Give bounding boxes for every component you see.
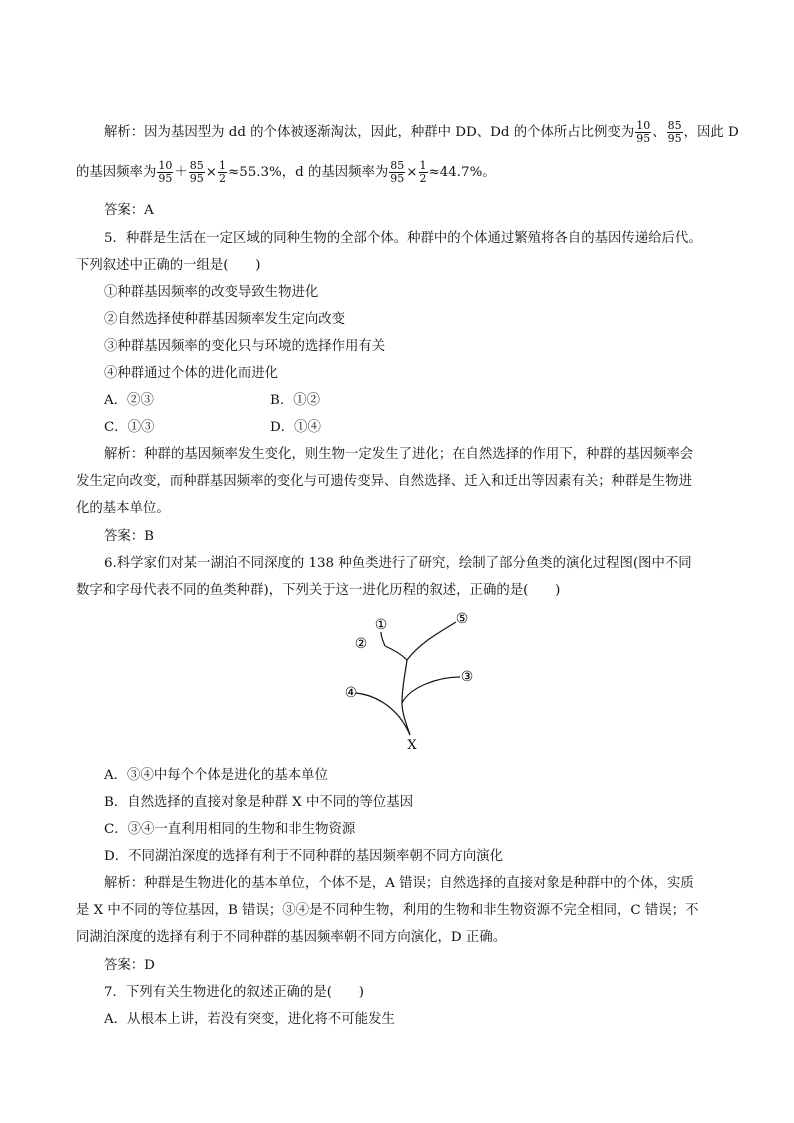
tree-label-1: ① bbox=[374, 617, 388, 633]
analysis4-line2: 的基因频率为 $\frac{10}{95}$ ＋ $\frac{85}{95}$ × $\frac{1}{2}$ ≈55.3%，d 的基因频率为 $\frac{85}{95}$ × $\frac{1}{2}$ ≈44.7%。 bbox=[76, 159, 496, 185]
tree-label-4: ④ bbox=[344, 685, 358, 701]
tree-label-5: ⑤ bbox=[455, 611, 469, 627]
q5-item-4: ④种群通过个体的进化而进化 bbox=[104, 366, 279, 381]
q5-stem-line1: 5．种群是生活在一定区域的同种生物的全部个体。种群中的个体通过繁殖将各自的基因传递给后代。 bbox=[104, 231, 702, 246]
q5-option-a: A．②③ bbox=[104, 393, 154, 408]
q6-analysis-line3: 同湖泊深度的选择有利于不同种群的基因频率朝不同方向演化，D 正确。 bbox=[76, 930, 507, 945]
tree-label-3: ③ bbox=[460, 669, 474, 685]
q6-option-d: D．不同湖泊深度的选择有利于不同种群的基因频率朝不同方向演化 bbox=[104, 849, 504, 864]
answer4: 答案：A bbox=[104, 203, 154, 218]
q5-item-3: ③种群基因频率的变化只与环境的选择作用有关 bbox=[104, 339, 386, 354]
q6-analysis-line1: 解析：种群是生物进化的基本单位，个体不是，A 错误；自然选择的直接对象是种群中的个体，实质 bbox=[104, 876, 694, 891]
q5-analysis-line1: 解析：种群的基因频率发生变化，则生物一定发生了进化；在自然选择的作用下，种群的基因频率会 bbox=[104, 447, 694, 462]
q6-option-a: A．③④中每个个体是进化的基本单位 bbox=[104, 768, 328, 783]
fraction: $\frac{10}{95}$ bbox=[158, 159, 173, 185]
analysis4-line1: 解析：因为基因型为 dd 的个体被逐渐淘汰，因此，种群中 DD、Dd 的个体所占比例变为 $\frac{10}{95}$ 、 $\frac{85}{95}$ ，因此 D bbox=[104, 119, 739, 145]
q5-option-d: D．①④ bbox=[270, 420, 321, 435]
branch-2 bbox=[385, 646, 407, 660]
tree-branches bbox=[356, 622, 460, 735]
q5-item-2: ②自然选择使种群基因频率发生定向改变 bbox=[104, 312, 346, 327]
branch-5 bbox=[407, 622, 456, 660]
q6-stem-line2: 数字和字母代表不同的鱼类种群)，下列关于这一进化历程的叙述，正确的是( ) bbox=[76, 583, 561, 598]
evolution-tree-diagram bbox=[330, 605, 490, 755]
fraction: $\frac{1}{2}$ bbox=[218, 159, 226, 185]
branch-3 bbox=[402, 677, 460, 703]
fraction: $\frac{10}{95}$ bbox=[636, 119, 651, 145]
fraction: $\frac{85}{95}$ bbox=[390, 159, 405, 185]
q7-stem: 7．下列有关生物进化的叙述正确的是( ) bbox=[104, 985, 364, 1000]
q6-stem-line1: 6.科学家们对某一湖泊不同深度的 138 种鱼类进行了研究，绘制了部分鱼类的演化过程图(图中不同 bbox=[104, 556, 692, 571]
q6-answer: 答案：D bbox=[104, 958, 155, 973]
tree-root-label: X bbox=[407, 738, 417, 753]
q5-item-1: ①种群基因频率的改变导致生物进化 bbox=[104, 285, 319, 300]
analysis4-text: 解析：因为基因型为 dd 的个体被逐渐淘汰，因此，种群中 DD、Dd 的个体所占比例变为 bbox=[104, 125, 635, 140]
q5-analysis-line2: 发生定向改变，而种群基因频率的变化与可遗传变异、自然选择、迁入和迁出等因素有关；种群是生物进 bbox=[76, 474, 692, 489]
q5-answer: 答案：B bbox=[104, 529, 155, 544]
tree-label-2: ② bbox=[354, 636, 368, 652]
fraction: $\frac{1}{2}$ bbox=[419, 159, 427, 185]
q5-option-b: B．①② bbox=[270, 393, 321, 408]
q7-option-a: A．从根本上讲，若没有突变，进化将不可能发生 bbox=[104, 1012, 395, 1027]
q5-analysis-line3: 化的基本单位。 bbox=[76, 501, 170, 516]
fraction: $\frac{85}{95}$ bbox=[189, 159, 204, 185]
q6-option-c: C．③④一直利用相同的生物和非生物资源 bbox=[104, 822, 356, 837]
q5-option-c: C．①③ bbox=[104, 420, 155, 435]
branch-1 bbox=[381, 632, 385, 646]
q5-stem-line2: 下列叙述中正确的一组是( ) bbox=[76, 258, 261, 273]
q6-option-b: B．自然选择的直接对象是种群 X 中不同的等位基因 bbox=[104, 795, 414, 810]
q6-analysis-line2: 是 X 中不同的等位基因，B 错误；③④是不同种生物，利用的生物和非生物资源不完全相同，C 错误；不 bbox=[76, 903, 699, 918]
fraction: $\frac{85}{95}$ bbox=[667, 119, 682, 145]
